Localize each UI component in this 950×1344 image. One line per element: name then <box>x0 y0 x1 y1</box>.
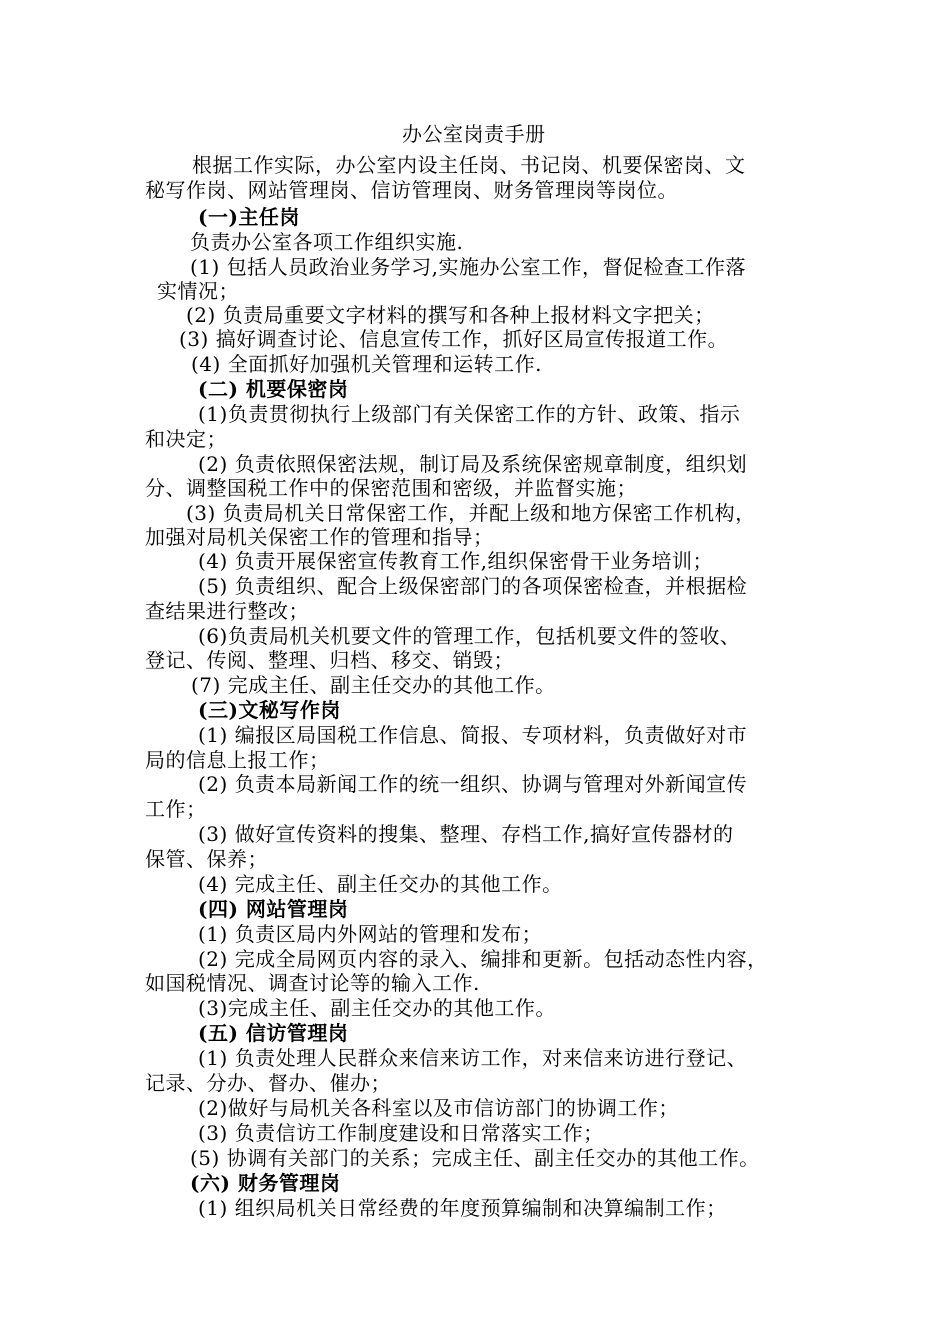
paragraph-line: (1) 编报区局国税工作信息、简报、专项材料，负责做好对市 <box>198 723 748 747</box>
section-heading: (六) 财务管理岗 <box>190 1171 341 1195</box>
paragraph-line: (5) 协调有关部门的关系；完成主任、副主任交办的其他工作。 <box>190 1146 760 1170</box>
paragraph-line: (2) 负责局重要文字材料的撰写和各种上报材料文字把关； <box>186 303 715 327</box>
paragraph-line: 工作； <box>145 797 207 821</box>
paragraph-line: (2)做好与局机关各科室以及市信访部门的协调工作； <box>198 1096 679 1120</box>
paragraph-line: (2) 负责本局新闻工作的统一组织、协调与管理对外新闻宣传 <box>198 772 748 796</box>
paragraph-line: 如国税情况、调查讨论等的输入工作. <box>145 971 480 995</box>
paragraph-line: (1)负责贯彻执行上级部门有关保密工作的方针、政策、指示 <box>198 402 741 426</box>
paragraph-line: 保管、保养； <box>145 847 268 871</box>
paragraph-line: 登记、传阅、整理、归档、移交、销毁； <box>145 648 514 672</box>
section-heading: (三)文秘写作岗 <box>198 698 341 722</box>
paragraph-line: 加强对局机关保密工作的管理和指导； <box>145 525 494 549</box>
intro-line: 秘写作岗、网站管理岗、信访管理岗、财务管理岗等岗位。 <box>145 178 678 202</box>
paragraph-line: (1) 组织局机关日常经费的年度预算编制和决算编制工作； <box>198 1196 727 1220</box>
paragraph-line: (5) 负责组织、配合上级保密部门的各项保密检查，并根据检 <box>198 574 748 598</box>
section-heading: (四) 网站管理岗 <box>198 897 349 921</box>
paragraph-line: (2) 负责依照保密法规，制订局及系统保密规章制度，组织划 <box>198 452 748 476</box>
paragraph-line: (3) 负责信访工作制度建设和日常落实工作； <box>198 1121 604 1145</box>
section-heading: (五) 信访管理岗 <box>198 1021 349 1045</box>
paragraph-line: (4) 完成主任、副主任交办的其他工作。 <box>198 872 563 896</box>
paragraph-line: (1) 负责区局内外网站的管理和发布； <box>198 922 543 946</box>
paragraph-line: (4) 全面抓好加强机关管理和运转工作. <box>191 352 543 376</box>
paragraph-line: 分、调整国税工作中的保密范围和密级，并监督实施； <box>145 476 637 500</box>
paragraph-line: 局的信息上报工作； <box>145 748 330 772</box>
paragraph-line: (1) 包括人员政治业务学习,实施办公室工作，督促检查工作落 <box>190 255 747 279</box>
paragraph-line: (4) 负责开展保密宣传教育工作,组织保密骨干业务培训； <box>198 549 714 573</box>
paragraph-line: 实情况； <box>157 279 239 303</box>
section-heading: (二) 机要保密岗 <box>198 377 349 401</box>
paragraph-line: 记录、分办、督办、催办； <box>145 1071 391 1095</box>
paragraph-line: (2) 完成全局网页内容的录入、编排和更新。包括动态性内容， <box>198 947 768 971</box>
paragraph-line: 查结果进行整改； <box>145 599 309 623</box>
section-heading: (一)主任岗 <box>198 205 300 229</box>
document-title: 办公室岗责手册 <box>402 122 546 146</box>
paragraph-line: (1) 负责处理人民群众来信来访工作，对来信来访进行登记、 <box>198 1046 748 1070</box>
paragraph-line: 负责办公室各项工作组织实施. <box>190 230 464 254</box>
paragraph-line: 和决定； <box>145 427 227 451</box>
paragraph-line: (3)完成主任、副主任交办的其他工作。 <box>198 996 556 1020</box>
paragraph-line: (3) 负责局机关日常保密工作，并配上级和地方保密工作机构， <box>186 501 756 525</box>
paragraph-line: (3) 做好宣传资料的搜集、整理、存档工作,搞好宣传器材的 <box>198 822 734 846</box>
intro-line: 根据工作实际，办公室内设主任岗、书记岗、机要保密岗、文 <box>192 153 746 177</box>
paragraph-line: (3) 搞好调查讨论、信息宣传工作，抓好区局宣传报道工作。 <box>179 327 729 351</box>
paragraph-line: (7) 完成主任、副主任交办的其他工作。 <box>191 673 556 697</box>
paragraph-line: (6)负责局机关机要文件的管理工作，包括机要文件的签收、 <box>198 624 741 648</box>
